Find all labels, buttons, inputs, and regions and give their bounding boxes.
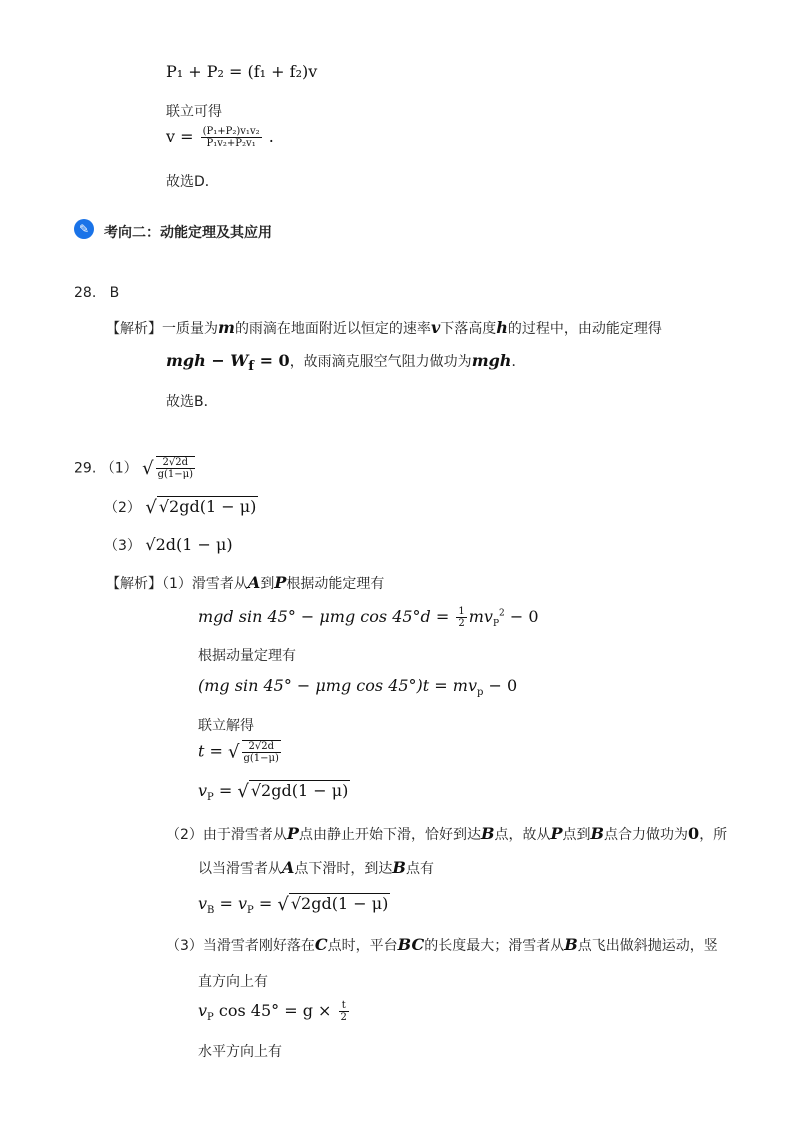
q28-number: 28. B — [74, 285, 120, 301]
q29-step2-line2: 以当滑雪者从A点下滑时，到达B点有 — [198, 858, 434, 877]
q28-answer: 故选B． — [166, 394, 218, 410]
text-jie: 联立解得 — [198, 718, 254, 734]
q29-step3-line1: （3）当滑雪者刚好落在C点时，平台BC的长度最大；滑雪者从B点飞出做斜抛运动，竖 — [166, 935, 718, 954]
q28-explanation: 【解析】一质量为m的雨滴在地面附近以恒定的速率v下落高度h的过程中，由动能定理得 — [106, 318, 662, 337]
equation-momentum: (mg sin 45° − μmg $\cos 45^\circ)t = mv_p - 0$ — [198, 676, 518, 699]
text-lianli: 联立可得 — [166, 104, 222, 120]
q29-step2-line1: （2）由于滑雪者从P点由静止开始下滑，恰好到达B点，故从P点到B点合力做功为0，所 — [166, 824, 728, 843]
equation-vertical: $v_P$ cos 45° = g × $\frac{t}{2}$ — [198, 1000, 347, 1024]
q29-part2: （2） √ √2gd(1 − μ) — [104, 497, 257, 518]
equation-power-sum: P₁ + P₂ = (f₁ + f₂)v — [166, 62, 318, 81]
text-momentum: 根据动量定理有 — [198, 648, 296, 664]
q29-part3: （3） √2d(1 − μ) — [104, 535, 233, 554]
q29-step1: 【解析】（1）滑雪者从A到P根据动能定理有 — [106, 573, 385, 592]
pencil-icon: ✎ — [74, 219, 94, 239]
q29-part1: 29. （1） √ $\frac{2√2d}{g(1-\mu)}$ — [74, 457, 194, 480]
q28-equation: mgh − $W_f = 0$，故雨滴克服空气阻力做功为mgh． — [166, 351, 526, 375]
equation-t: t = √ $\frac{2√2d}{g(1-\mu)}$ — [198, 741, 279, 764]
equation-v: v = $\frac{\text{(P₁+P₂)v₁v₂}}{\text{P₁v₂+P₂v₁}}$ . — [166, 126, 274, 149]
text-horizontal: 水平方向上有 — [198, 1044, 282, 1060]
q29-step3-line2: 直方向上有 — [198, 974, 268, 990]
section-heading: 考向二：动能定理及其应用 — [104, 225, 272, 241]
answer-d: 故选D． — [166, 174, 219, 190]
fraction-v: $\frac{\text{(P₁+P₂)v₁v₂}}{\text{P₁v₂+P₂v₁}}$ — [202, 126, 260, 149]
equation-energy: mgd sin 45° − μmg cos 45°d = $\frac{1}{2}$ $mv_P^2 - 0$ — [198, 606, 539, 630]
equation-vb: $v_B = v_P$ = √ √2gd(1 − μ) — [198, 894, 389, 917]
equation-vp: $v_P$ = √ √2gd(1 − μ) — [198, 781, 349, 804]
